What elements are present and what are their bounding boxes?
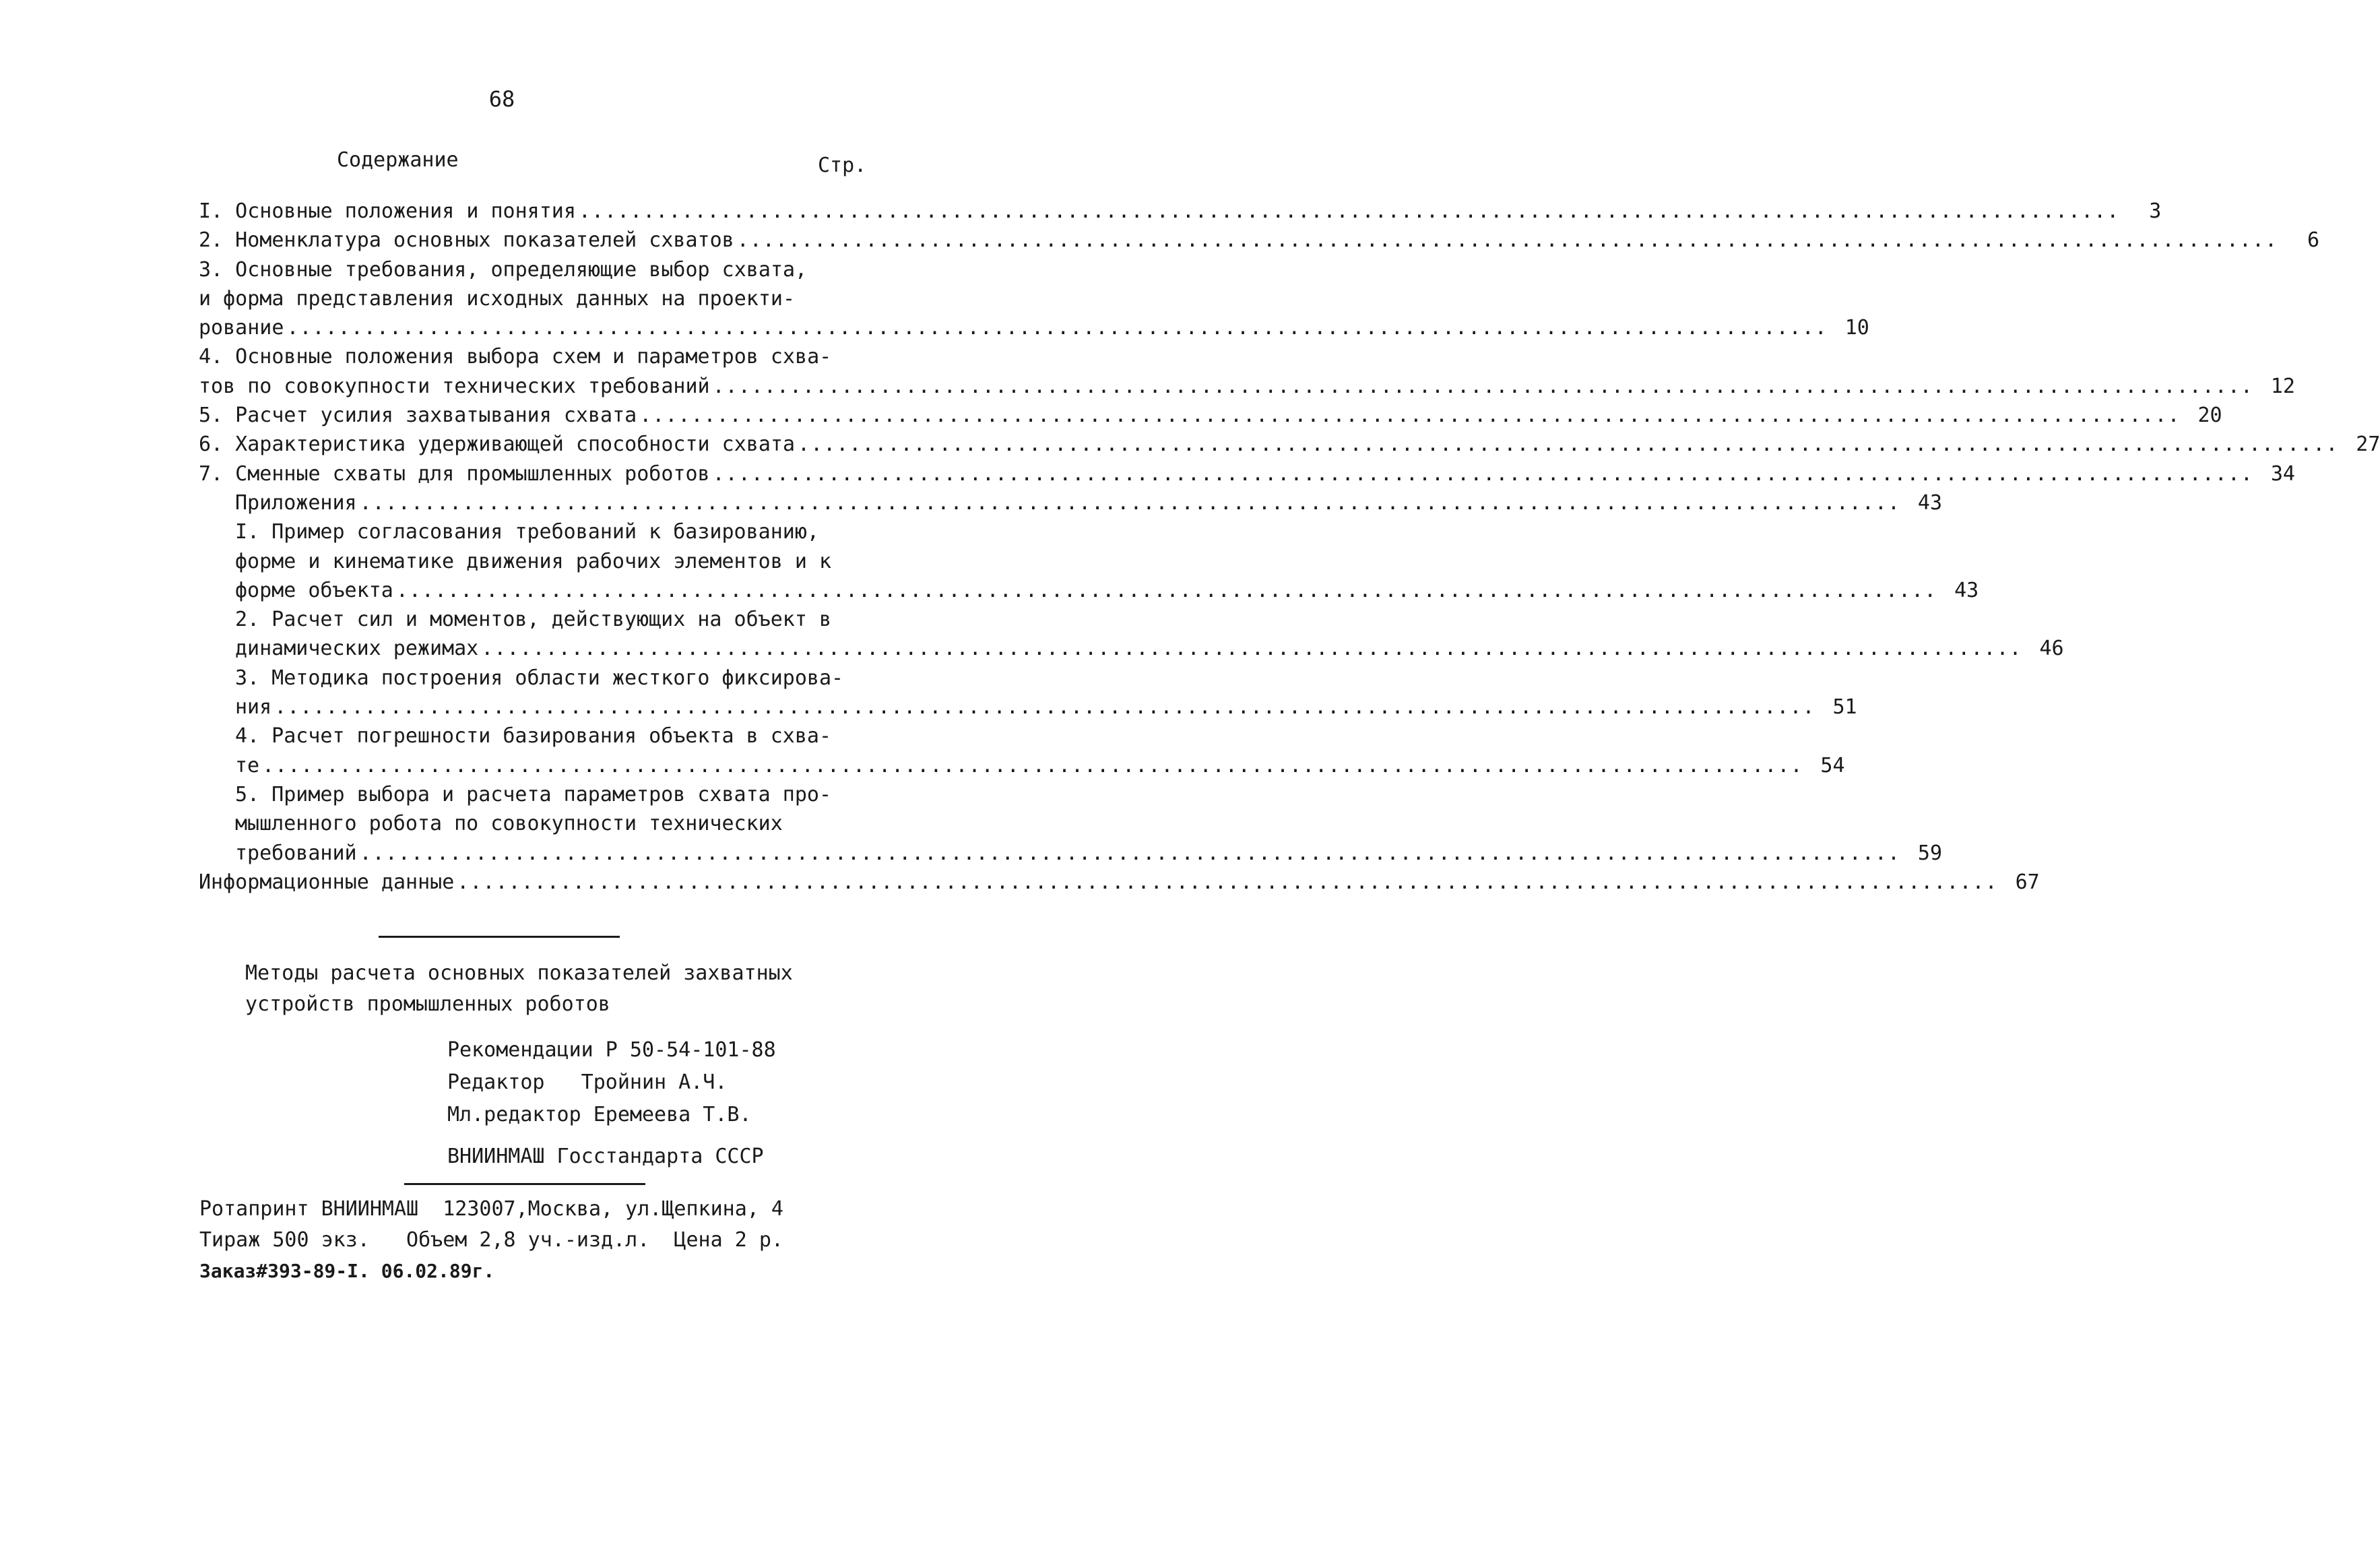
toc-entry-text: 2. Номенклатура основных показателей схватов bbox=[199, 228, 734, 253]
toc-entry-text: 2. Расчет сил и моментов, действующих на объект в bbox=[235, 608, 832, 632]
printing-line: Ротапринт ВНИИНМАШ 123007,Москва, ул.Щепкина, 4 bbox=[199, 1197, 783, 1221]
toc-entry-text: тов по совокупности технических требований bbox=[199, 374, 710, 398]
junior-editor-credit: Мл.редактор Еремеева Т.В. bbox=[447, 1103, 752, 1126]
toc-entry bbox=[199, 488, 1943, 517]
toc-dot-leader: ........................................................................................................................ bbox=[359, 490, 1901, 515]
recommendations-number: Рекомендации Р 50-54-101-88 bbox=[447, 1038, 776, 1062]
toc-entry bbox=[199, 868, 2040, 897]
toc-dot-leader: ........................................................................................................................ bbox=[359, 841, 1901, 865]
toc-entry-text: Приложения bbox=[235, 490, 357, 515]
publication-title bbox=[245, 958, 793, 1020]
toc-entry-text: ния bbox=[235, 695, 272, 720]
toc-dot-leader: ........................................................................................................................ bbox=[457, 870, 1998, 894]
toc-entry-text: динамических режимах bbox=[235, 637, 479, 661]
toc-dot-leader: ........................................................................................................................ bbox=[712, 374, 2253, 398]
editor-credit: Редактор Тройнин А.Ч. bbox=[447, 1071, 728, 1094]
toc-entry-text: Информационные данные bbox=[199, 870, 455, 894]
toc-page-number: 3 bbox=[2149, 199, 2162, 223]
toc-entry bbox=[199, 197, 2162, 226]
toc-page-number: 12 bbox=[2270, 374, 2295, 398]
toc-dot-leader: ........................................................................................................................ bbox=[274, 695, 1815, 720]
toc-entry-text: и форма представления исходных данных на проекти- bbox=[199, 286, 796, 311]
toc-page-column-header: Стр. bbox=[818, 154, 867, 177]
toc-entry bbox=[199, 664, 913, 693]
printing-line: Тираж 500 экз. Объем 2,8 уч.-изд.л. Цена 2 р. bbox=[199, 1228, 783, 1252]
toc-entry bbox=[199, 605, 913, 634]
toc-entry bbox=[199, 517, 913, 546]
toc-page-number: 54 bbox=[1820, 753, 1845, 777]
toc-entry-text: 4. Основные положения выбора схем и параметров схва- bbox=[199, 345, 832, 369]
toc-entry-text: форме и кинематике движения рабочих элементов и к bbox=[235, 549, 832, 573]
toc-entry bbox=[199, 226, 2320, 255]
toc-entry bbox=[199, 751, 1845, 780]
toc-entry-text: 3. Методика построения области жесткого фиксирова- bbox=[235, 666, 844, 690]
toc-entry-text: форме объекта bbox=[235, 578, 393, 602]
toc-entry bbox=[199, 722, 913, 751]
toc-page-number: 43 bbox=[1917, 490, 1943, 515]
divider-rule bbox=[379, 936, 620, 938]
order-number: Заказ#393-89-I. 06.02.89г. bbox=[199, 1260, 495, 1282]
toc-entry-text: 4. Расчет погрешности базирования объекта в схва- bbox=[235, 724, 832, 748]
toc-entry bbox=[199, 547, 913, 576]
toc-entry-text: 5. Пример выбора и расчета параметров схвата про- bbox=[235, 782, 832, 806]
toc-entry bbox=[199, 459, 2295, 488]
toc-entry bbox=[199, 284, 913, 313]
organization: ВНИИНМАШ Госстандарта СССР bbox=[447, 1145, 764, 1168]
toc-entry-text: I. Пример согласования требований к базированию, bbox=[235, 520, 819, 544]
toc-dot-leader: ........................................................................................................................ bbox=[712, 461, 2253, 486]
toc-title: Содержание bbox=[337, 148, 459, 172]
toc-entry bbox=[199, 342, 913, 371]
toc-page-number: 10 bbox=[1844, 316, 1869, 340]
toc-entry bbox=[199, 372, 2295, 401]
toc-dot-leader: ........................................................................................................................ bbox=[395, 578, 1937, 602]
toc-entry-text: 5. Расчет усилия захватывания схвата bbox=[199, 404, 637, 428]
toc-entry-text: I. Основные положения и понятия bbox=[199, 199, 576, 223]
toc-dot-leader: ........................................................................................................................ bbox=[481, 637, 2022, 661]
publication-title-line: Методы расчета основных показателей захватных bbox=[245, 961, 793, 985]
toc-page-number: 27 bbox=[2356, 433, 2380, 457]
toc-entry bbox=[199, 809, 913, 838]
toc-dot-leader: ........................................................................................................................ bbox=[286, 316, 1828, 340]
toc-entry bbox=[199, 780, 913, 809]
toc-dot-leader: ........................................................................................................................ bbox=[578, 199, 2120, 223]
toc-entry bbox=[199, 839, 1943, 868]
toc-entry bbox=[199, 401, 2222, 430]
toc-entry bbox=[199, 576, 1979, 605]
toc-entry-text: те bbox=[235, 753, 260, 777]
toc-dot-leader: ........................................................................................................................ bbox=[639, 404, 2181, 428]
publication-details bbox=[447, 1034, 776, 1173]
toc-entry-text: 6. Характеристика удерживающей способности схвата bbox=[199, 433, 796, 457]
toc-entry-text: рование bbox=[199, 316, 284, 340]
page-number: 68 bbox=[488, 86, 515, 112]
toc-page-number: 51 bbox=[1832, 695, 1857, 720]
toc-page-number: 20 bbox=[2197, 404, 2222, 428]
toc-page-number: 43 bbox=[1954, 578, 1979, 602]
toc-entry bbox=[199, 693, 1857, 722]
toc-entry-text: требований bbox=[235, 841, 357, 865]
toc-entry bbox=[199, 634, 2064, 663]
toc-dot-leader: ........................................................................................................................ bbox=[798, 433, 2339, 457]
toc-page-number: 34 bbox=[2270, 461, 2295, 486]
toc-page-number: 6 bbox=[2307, 228, 2320, 253]
table-of-contents bbox=[199, 197, 2380, 897]
toc-dot-leader: ........................................................................................................................ bbox=[736, 228, 2278, 253]
divider-rule bbox=[404, 1183, 645, 1185]
toc-entry-text: мышленного робота по совокупности технических bbox=[235, 812, 783, 836]
toc-entry-text: 3. Основные требования, определяющие выбор схвата, bbox=[199, 257, 808, 282]
publication-title-line: устройств промышленных роботов bbox=[245, 992, 610, 1016]
toc-page-number: 46 bbox=[2039, 637, 2064, 661]
toc-entry-text: 7. Сменные схваты для промышленных роботов bbox=[199, 461, 710, 486]
toc-page-number: 59 bbox=[1917, 841, 1943, 865]
printing-info bbox=[199, 1194, 783, 1287]
toc-page-number: 67 bbox=[2015, 870, 2040, 894]
toc-entry bbox=[199, 255, 913, 284]
toc-dot-leader: ........................................................................................................................ bbox=[262, 753, 1803, 777]
toc-entry bbox=[199, 430, 2380, 459]
toc-entry bbox=[199, 313, 1869, 342]
